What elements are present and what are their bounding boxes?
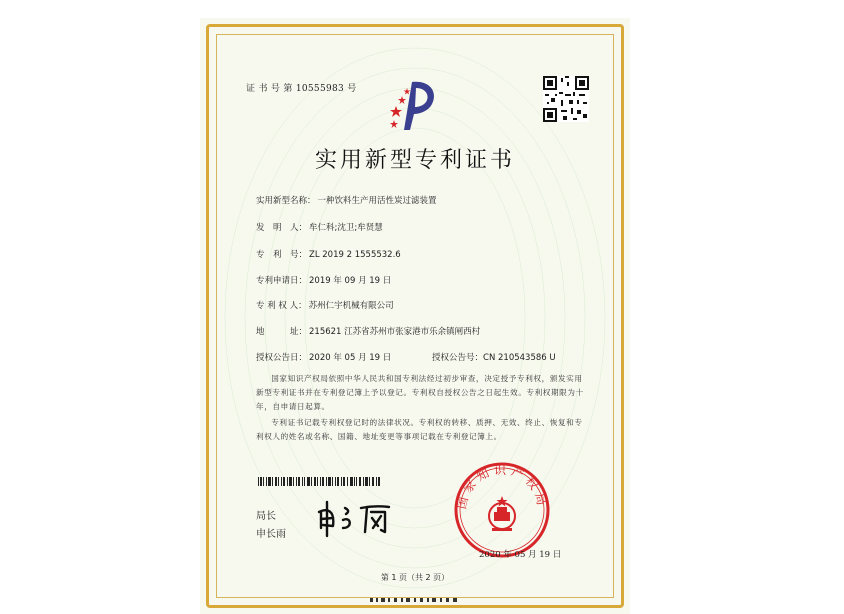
field-label: 专 利 权 人： <box>256 301 307 311</box>
grant-statement: 国家知识产权局依照中华人民共和国专利法经过初步审查，决定授予专利权，颁发实用新型专利证书并在专利登记簿上予以登记。专利权自授权公告之日起生效。专利权期限为十年，自申请日起算。 <box>256 374 584 411</box>
seal-text: 国家知识产权局 <box>454 463 550 511</box>
field-inventors <box>256 221 383 233</box>
barcode-icon <box>258 477 380 486</box>
qr-code-icon <box>543 76 589 122</box>
field-value: 215621 江苏省苏州市张家港市乐余镇闸西村 <box>309 327 481 337</box>
national-emblem-icon <box>489 496 515 531</box>
patent-certificate <box>200 18 630 614</box>
field-patentee <box>256 299 394 311</box>
field-value: ZL 2019 2 1555532.6 <box>309 250 401 260</box>
certificate-title: 实用新型专利证书 <box>314 148 515 173</box>
official-seal-icon <box>452 460 552 560</box>
field-label: 专 利 号： <box>256 250 308 260</box>
legal-status-statement: 专利证书记载专利权登记时的法律状况。专利权的转移、质押、无效、终止、恢复和专利权人的姓名或名称、国籍、地址变更等事项记载在专利登记簿上。 <box>256 418 583 441</box>
handwritten-signature <box>315 498 395 538</box>
field-label: 地 址： <box>256 327 308 337</box>
field-label: 发 明 人： <box>256 223 308 233</box>
field-announcement-number <box>432 351 556 363</box>
signatory-title: 局长 <box>256 511 276 522</box>
field-value: CN 210543586 U <box>483 353 556 363</box>
page-indicator: 第 1 页（共 2 页） <box>380 573 450 582</box>
field-value: 一种饮料生产用活性炭过滤装置 <box>317 196 437 206</box>
seal-date: 2020 年 05 月 19 日 <box>479 550 562 560</box>
field-address <box>256 325 480 337</box>
certificate-number: 证 书 号 第 10555983 号 <box>246 84 357 94</box>
field-patent-number <box>256 248 401 260</box>
field-value: 苏州仁宇机械有限公司 <box>308 301 394 311</box>
field-label: 授权公告号： <box>432 353 484 363</box>
bottom-code-strip <box>370 598 460 602</box>
field-value: 2019 年 09 月 19 日 <box>309 276 392 286</box>
field-application-date <box>256 274 391 286</box>
field-grant-date <box>256 351 391 363</box>
field-label: 授权公告日： <box>256 353 308 363</box>
cnipa-logo-icon <box>390 74 442 132</box>
field-utility-model-name <box>256 194 437 206</box>
field-value: 2020 年 05 月 19 日 <box>309 353 392 363</box>
field-label: 实用新型名称： <box>256 196 316 206</box>
signatory-name: 申长雨 <box>256 529 286 540</box>
field-value: 牟仁科;沈卫;牟贤慧 <box>309 223 383 233</box>
field-label: 专利申请日： <box>256 276 308 286</box>
